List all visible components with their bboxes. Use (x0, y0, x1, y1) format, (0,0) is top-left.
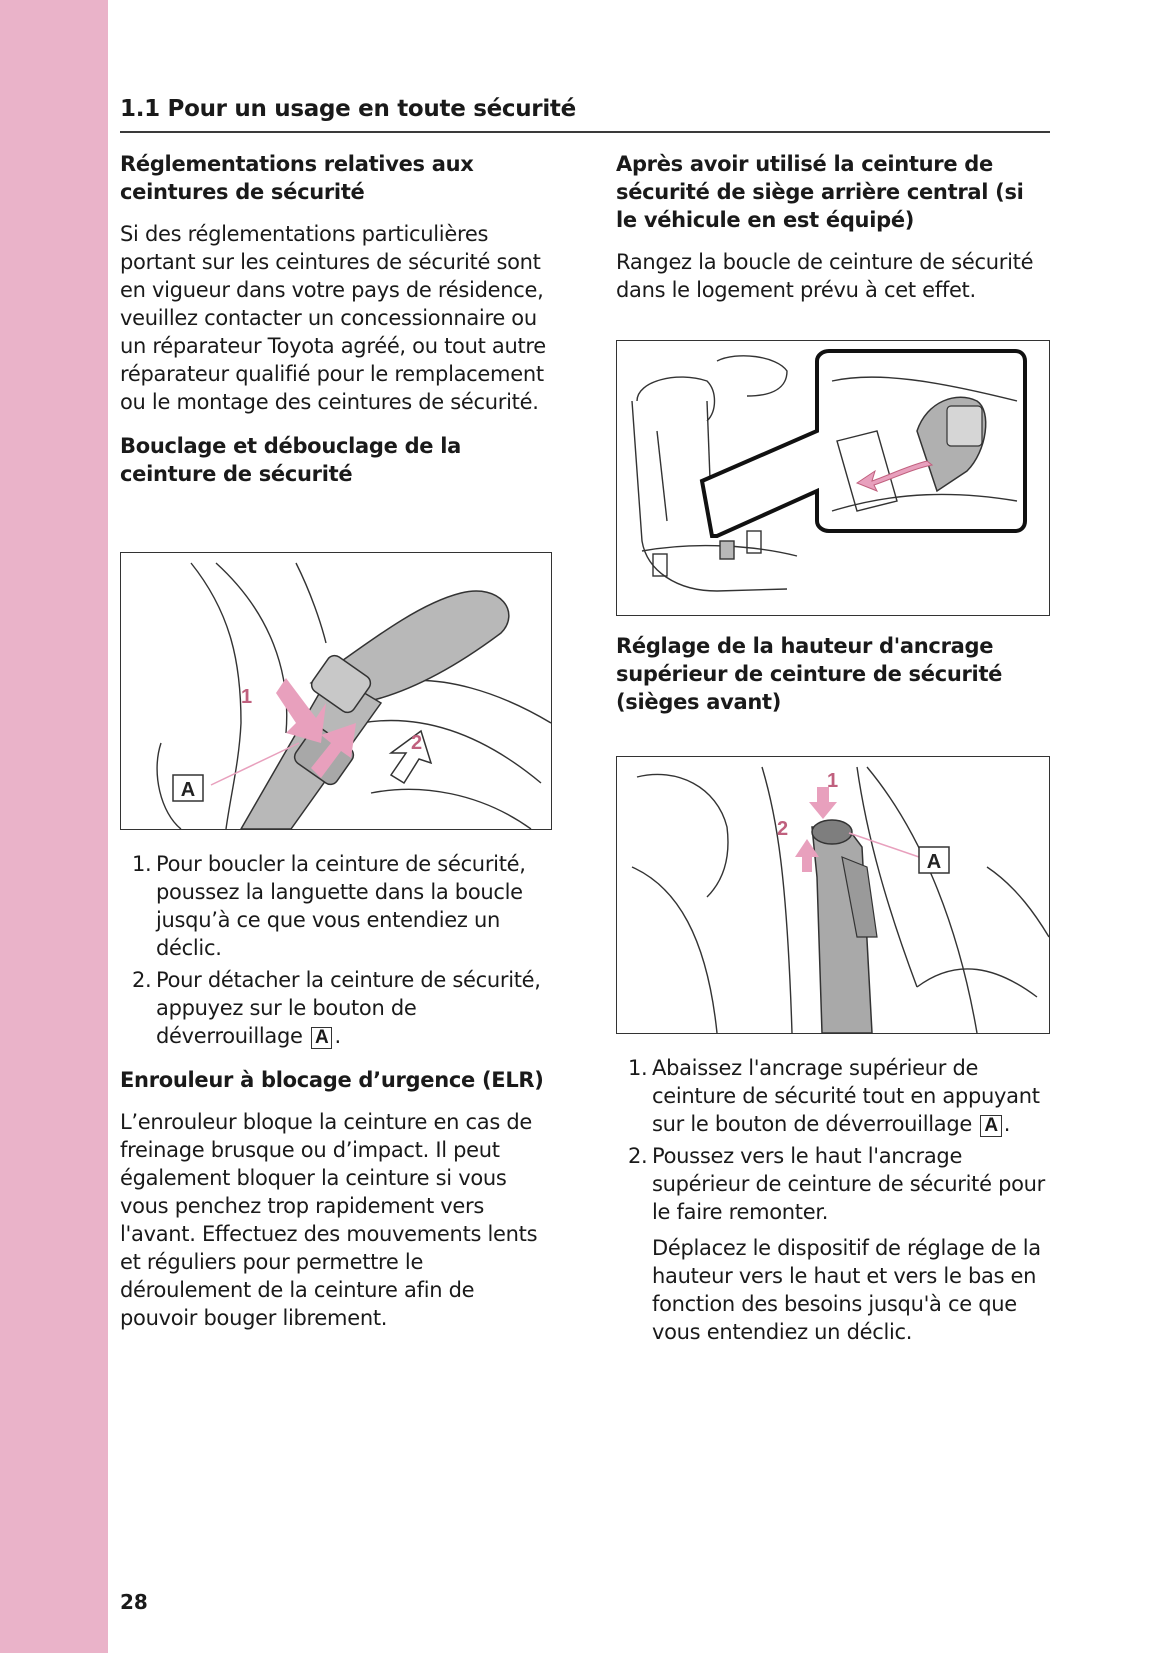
step-text: Poussez vers le haut l'ancrage supérieur de ceinture de sécurité pour le faire remonter. (652, 1144, 1046, 1224)
step-text: Abaissez l'ancrage supérieur de ceinture de sécurité tout en appuyant sur le bouton de déverrouillage (652, 1056, 1040, 1136)
list-item (120, 850, 550, 962)
key-a-badge: A (980, 1115, 1001, 1137)
seat-edge-line (296, 563, 326, 643)
buckling-steps (120, 850, 550, 1050)
heading-rear-belt: Après avoir utilisé la ceinture de sécurité de siège arrière central (si le véhicule en est équipé) (616, 152, 1024, 232)
headrest-outline (637, 774, 728, 897)
step-text: Pour détacher la ceinture de sécurité, appuyez sur le bouton de déverrouillage (156, 968, 541, 1048)
rear-seat-illustration (617, 341, 1049, 615)
seat-edge-line (371, 789, 531, 829)
belt-line (657, 431, 667, 521)
anchor-steps (616, 1054, 1056, 1226)
anchor-illustration (617, 757, 1049, 1033)
step-number: 1. (132, 852, 152, 876)
list-item (120, 966, 550, 1050)
heading-regulations: Réglementations relatives aux ceintures de sécurité (120, 152, 474, 204)
label-1: 1 (241, 686, 253, 708)
figure-rear-buckle (616, 340, 1050, 616)
buckling-illustration (121, 553, 551, 829)
step-text-end: . (334, 1024, 341, 1048)
page-number: 28 (120, 1590, 148, 1614)
paragraph-regulations: Si des réglementations particulières portant sur les ceintures de sécurité sont en vigueur dans votre pays de résidence, veuillez contacter un concessionnaire ou un réparateur Toyota agréé, ou tout autre réparateur qualifié pour le remplacement ou le montage des ceintures de sécurité. (120, 222, 546, 414)
stored-buckle (720, 541, 734, 559)
list-item (616, 1142, 1056, 1226)
heading-elr: Enrouleur à blocage d’urgence (ELR) (120, 1068, 544, 1092)
label-a: A (926, 851, 942, 873)
label-1: 1 (827, 770, 839, 792)
figure-anchor-height (616, 756, 1050, 1034)
section-title: 1.1 Pour un usage en toute sécurité (120, 96, 576, 122)
buckle-slot (747, 531, 761, 553)
door-line (987, 867, 1049, 937)
label-2: 2 (411, 732, 423, 754)
paragraph-adjustment: Déplacez le dispositif de réglage de la hauteur vers le haut et vers le bas en fonction des besoins jusqu'à ce que vous entendiez un déclic. (652, 1236, 1041, 1344)
headrest-outline (717, 356, 787, 396)
step-number: 2. (628, 1144, 648, 1168)
anchor-release-button (812, 820, 852, 844)
heading-anchor-height: Réglage de la hauteur d'ancrage supérieur de ceinture de sécurité (sièges avant) (616, 634, 1003, 714)
right-column-middle (616, 632, 1056, 716)
label-2: 2 (777, 818, 789, 840)
left-column-lower (120, 850, 550, 1332)
right-column (616, 150, 1056, 304)
headrest-outline (637, 377, 715, 421)
side-color-band (0, 0, 108, 1653)
step-number: 1. (628, 1056, 648, 1080)
right-column-lower (616, 1054, 1056, 1346)
paragraph-rear-belt: Rangez la boucle de ceinture de sécurité dans le logement prévu à cet effet. (616, 250, 1034, 302)
heading-buckling: Bouclage et débouclage de la ceinture de sécurité (120, 434, 462, 486)
seat-outline (632, 867, 717, 1033)
section-divider (120, 131, 1050, 133)
label-a: A (180, 779, 196, 801)
door-line (917, 969, 1037, 997)
figure-buckling (120, 552, 552, 830)
pillar-line (762, 767, 792, 1033)
left-column (120, 150, 550, 488)
seat-edge-line (391, 680, 551, 723)
door-line (867, 767, 977, 1033)
buckle-release (947, 406, 982, 446)
key-a-badge: A (311, 1027, 332, 1049)
list-item (616, 1054, 1056, 1138)
step-number: 2. (132, 968, 152, 992)
seat-edge-line (361, 721, 541, 784)
paragraph-elr: L’enrouleur bloque la ceinture en cas de freinage brusque ou d’impact. Il peut également bloquer la ceinture si vous vous penchez trop rapidement vers l'avant. Effectuez des mouvements lents et réguliers pour permettre le déroulement de la ceinture afin de pouvoir bouger librement. (120, 1110, 538, 1330)
step-text: Pour boucler la ceinture de sécurité, poussez la languette dans la boucle jusqu’à ce que vous entendiez un déclic. (156, 852, 526, 960)
step-text-end: . (1003, 1112, 1011, 1136)
